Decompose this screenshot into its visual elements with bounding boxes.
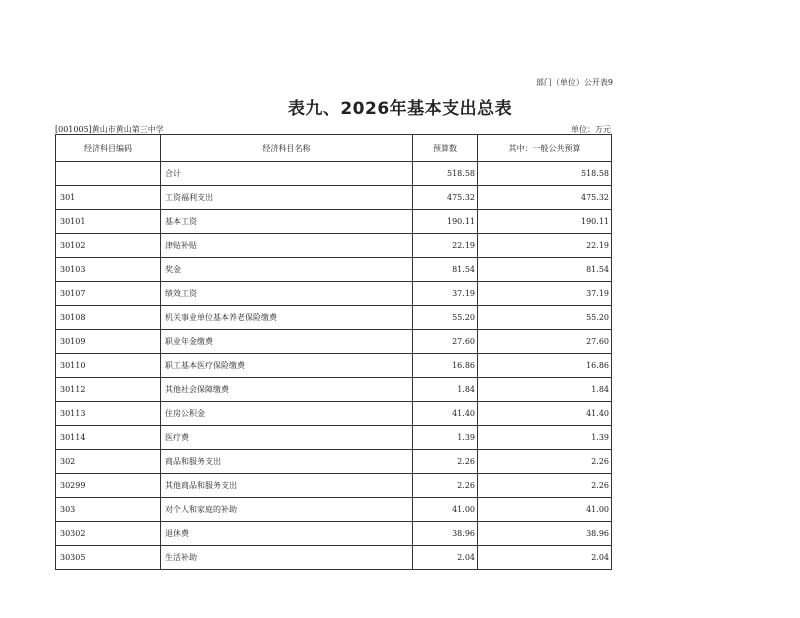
cell-budget: 1.84 bbox=[413, 378, 478, 402]
cell-code: 30103 bbox=[56, 258, 161, 282]
cell-name: 基本工资 bbox=[161, 210, 413, 234]
cell-name: 生活补助 bbox=[161, 546, 413, 570]
cell-budget: 16.86 bbox=[413, 354, 478, 378]
cell-budget: 41.40 bbox=[413, 402, 478, 426]
cell-code: 30302 bbox=[56, 522, 161, 546]
cell-general-budget: 1.84 bbox=[478, 378, 612, 402]
organization-label: [001005]黄山市黄山第三中学 bbox=[55, 125, 164, 134]
cell-budget: 475.32 bbox=[413, 186, 478, 210]
cell-code: 30299 bbox=[56, 474, 161, 498]
cell-budget: 22.19 bbox=[413, 234, 478, 258]
header-name: 经济科目名称 bbox=[161, 135, 413, 162]
table-row bbox=[56, 186, 612, 210]
cell-name: 职工基本医疗保险缴费 bbox=[161, 354, 413, 378]
header-code: 经济科目编码 bbox=[56, 135, 161, 162]
cell-general-budget: 518.58 bbox=[478, 162, 612, 186]
cell-general-budget: 16.86 bbox=[478, 354, 612, 378]
cell-code: 30107 bbox=[56, 282, 161, 306]
cell-general-budget: 22.19 bbox=[478, 234, 612, 258]
cell-code: 30108 bbox=[56, 306, 161, 330]
table-row bbox=[56, 402, 612, 426]
cell-code: 30305 bbox=[56, 546, 161, 570]
cell-budget: 2.04 bbox=[413, 546, 478, 570]
cell-budget: 1.39 bbox=[413, 426, 478, 450]
table-row bbox=[56, 450, 612, 474]
cell-name: 职业年金缴费 bbox=[161, 330, 413, 354]
unit-label: 单位：万元 bbox=[571, 125, 611, 134]
cell-code: 30112 bbox=[56, 378, 161, 402]
cell-name: 医疗费 bbox=[161, 426, 413, 450]
cell-general-budget: 37.19 bbox=[478, 282, 612, 306]
cell-budget: 38.96 bbox=[413, 522, 478, 546]
header-general-budget: 其中：一般公共预算 bbox=[478, 135, 612, 162]
cell-name: 机关事业单位基本养老保险缴费 bbox=[161, 306, 413, 330]
cell-name: 绩效工资 bbox=[161, 282, 413, 306]
cell-code: 30114 bbox=[56, 426, 161, 450]
table-row bbox=[56, 210, 612, 234]
cell-code: 303 bbox=[56, 498, 161, 522]
table-row bbox=[56, 378, 612, 402]
cell-budget: 27.60 bbox=[413, 330, 478, 354]
table-row bbox=[56, 234, 612, 258]
table-row bbox=[56, 522, 612, 546]
page-title: 表九、2026年基本支出总表 bbox=[287, 99, 513, 119]
cell-name: 奖金 bbox=[161, 258, 413, 282]
cell-name: 退休费 bbox=[161, 522, 413, 546]
cell-general-budget: 190.11 bbox=[478, 210, 612, 234]
cell-general-budget: 475.32 bbox=[478, 186, 612, 210]
cell-code: 301 bbox=[56, 186, 161, 210]
table-row bbox=[56, 306, 612, 330]
cell-name: 住房公积金 bbox=[161, 402, 413, 426]
cell-general-budget: 55.20 bbox=[478, 306, 612, 330]
cell-general-budget: 2.04 bbox=[478, 546, 612, 570]
table-number-label: 部门（单位）公开表9 bbox=[535, 78, 613, 87]
cell-name: 工资福利支出 bbox=[161, 186, 413, 210]
cell-name: 合计 bbox=[161, 162, 413, 186]
cell-general-budget: 41.40 bbox=[478, 402, 612, 426]
cell-budget: 37.19 bbox=[413, 282, 478, 306]
cell-budget: 81.54 bbox=[413, 258, 478, 282]
cell-budget: 518.58 bbox=[413, 162, 478, 186]
table-row bbox=[56, 162, 612, 186]
cell-code: 302 bbox=[56, 450, 161, 474]
cell-code: 30109 bbox=[56, 330, 161, 354]
cell-general-budget: 41.00 bbox=[478, 498, 612, 522]
cell-code bbox=[56, 162, 161, 186]
table-row bbox=[56, 354, 612, 378]
cell-general-budget: 81.54 bbox=[478, 258, 612, 282]
cell-code: 30113 bbox=[56, 402, 161, 426]
cell-budget: 2.26 bbox=[413, 474, 478, 498]
table-row bbox=[56, 282, 612, 306]
cell-code: 30110 bbox=[56, 354, 161, 378]
cell-general-budget: 2.26 bbox=[478, 450, 612, 474]
cell-budget: 190.11 bbox=[413, 210, 478, 234]
cell-general-budget: 27.60 bbox=[478, 330, 612, 354]
cell-budget: 41.00 bbox=[413, 498, 478, 522]
cell-name: 商品和服务支出 bbox=[161, 450, 413, 474]
cell-general-budget: 38.96 bbox=[478, 522, 612, 546]
budget-table bbox=[55, 134, 612, 570]
cell-budget: 2.26 bbox=[413, 450, 478, 474]
table-row bbox=[56, 474, 612, 498]
table-row bbox=[56, 498, 612, 522]
cell-code: 30101 bbox=[56, 210, 161, 234]
cell-name: 津贴补贴 bbox=[161, 234, 413, 258]
table-row bbox=[56, 546, 612, 570]
cell-general-budget: 1.39 bbox=[478, 426, 612, 450]
table-row bbox=[56, 426, 612, 450]
table-row bbox=[56, 330, 612, 354]
cell-name: 对个人和家庭的补助 bbox=[161, 498, 413, 522]
cell-budget: 55.20 bbox=[413, 306, 478, 330]
cell-general-budget: 2.26 bbox=[478, 474, 612, 498]
cell-name: 其他商品和服务支出 bbox=[161, 474, 413, 498]
header-budget: 预算数 bbox=[413, 135, 478, 162]
table-row bbox=[56, 258, 612, 282]
cell-code: 30102 bbox=[56, 234, 161, 258]
cell-name: 其他社会保障缴费 bbox=[161, 378, 413, 402]
table-header-row bbox=[56, 135, 612, 162]
